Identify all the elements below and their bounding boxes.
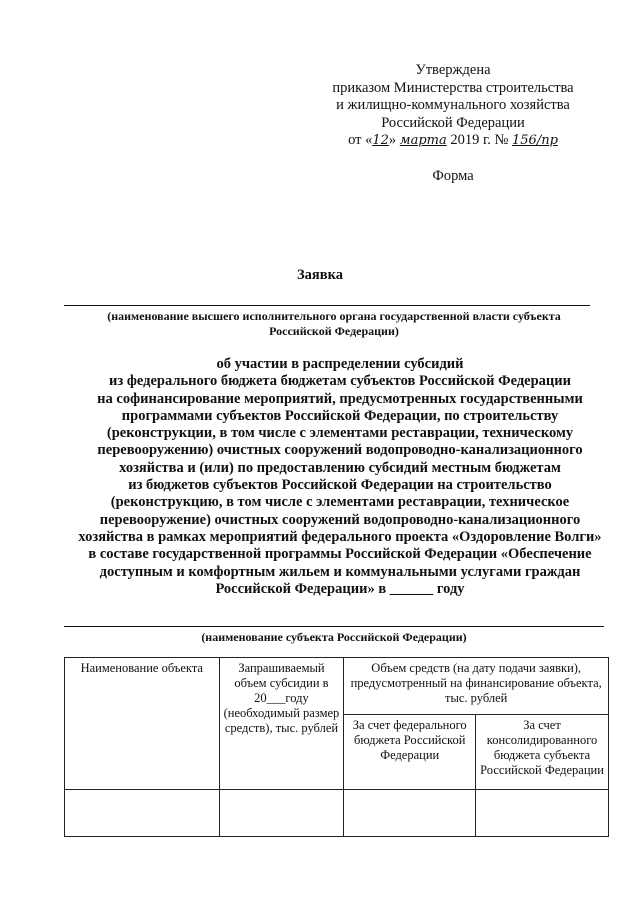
authority-caption-line-1: (наименование высшего исполнительного органа государственной власти субъекта [107, 309, 561, 323]
table-cell[interactable] [344, 790, 476, 837]
header-consolidated-budget: За счет консолидированного бюджета субъекта Российской Федерации [476, 715, 609, 790]
header-federal-budget: За счет федерального бюджета Российской Федерации [344, 715, 476, 790]
date-month: марта [399, 133, 447, 148]
table-row [65, 790, 609, 837]
subject-name-line [64, 626, 604, 627]
date-day: 12 [372, 133, 389, 148]
subject-line: хозяйства и (или) по предоставлению субсидий местным бюджетам [119, 459, 561, 476]
header-funds-volume: Объем средств (на дату подачи заявки), предусмотренный на финансирование объекта, тыс. рублей [344, 658, 609, 715]
document-title: Заявка [297, 267, 343, 283]
authority-caption-line-2: Российской Федерации) [269, 324, 399, 338]
subject-line: (реконструкцию, в том числе с элементами реставрации, техническое [110, 494, 570, 511]
subject-line: хозяйства в рамках мероприятий федерального проекта «Оздоровление Волги» [78, 528, 602, 545]
approval-line-2: приказом Министерства строительства [332, 79, 574, 96]
approval-line-3: и жилищно-коммунального хозяйства [336, 97, 570, 113]
application-table [64, 657, 609, 837]
approval-line-4: Российской Федерации [381, 114, 525, 131]
subject-line: из федерального бюджета бюджетам субъектов Российской Федерации [109, 373, 571, 390]
date-year: 2019 г. № [446, 132, 513, 148]
approval-date-line [318, 132, 588, 150]
subject-line: (реконструкции, в том числе с элементами реставрации, техническому [106, 425, 574, 442]
subject-line: программами субъектов Российской Федерации, по строительству [121, 407, 559, 424]
approval-block [318, 62, 588, 150]
order-number: 156/пр [512, 133, 558, 148]
table-header-row [65, 658, 609, 715]
header-object-name: Наименование объекта [65, 658, 220, 790]
subject-line: перевооружению) очистных сооружений водопроводно-канализационного [97, 442, 583, 459]
subject-caption: (наименование субъекта Российской Федерации) [201, 630, 467, 644]
subject-line: из бюджетов субъектов Российской Федерации на строительство [128, 477, 552, 494]
form-label: Форма [432, 168, 474, 184]
approval-line-1: Утверждена [415, 62, 491, 78]
date-prefix: от « [348, 132, 373, 148]
date-mid: » [388, 132, 400, 148]
authority-name-line [64, 305, 590, 306]
subject-line: в составе государственной программы Российской Федерации «Обеспечение [88, 546, 592, 563]
subject-line: на софинансирование мероприятий, предусмотренных государственными [97, 390, 583, 407]
header-requested-subsidy: Запрашиваемый объем субсидии в 20___году (необходимый размер средств), тыс. рублей [219, 658, 344, 790]
subject-line: доступным и комфортным жильем и коммунальными услугами граждан [99, 563, 581, 580]
table-cell[interactable] [65, 790, 220, 837]
subject-line: об участии в распределении субсидий [216, 356, 464, 372]
subject-line: перевооружение) очистных сооружений водопроводно-канализационного [99, 511, 581, 528]
application-subject [60, 356, 620, 598]
table-cell[interactable] [476, 790, 609, 837]
authority-caption [64, 309, 604, 339]
table-cell[interactable] [219, 790, 344, 837]
subject-line: Российской Федерации» в ______ году [215, 580, 465, 597]
